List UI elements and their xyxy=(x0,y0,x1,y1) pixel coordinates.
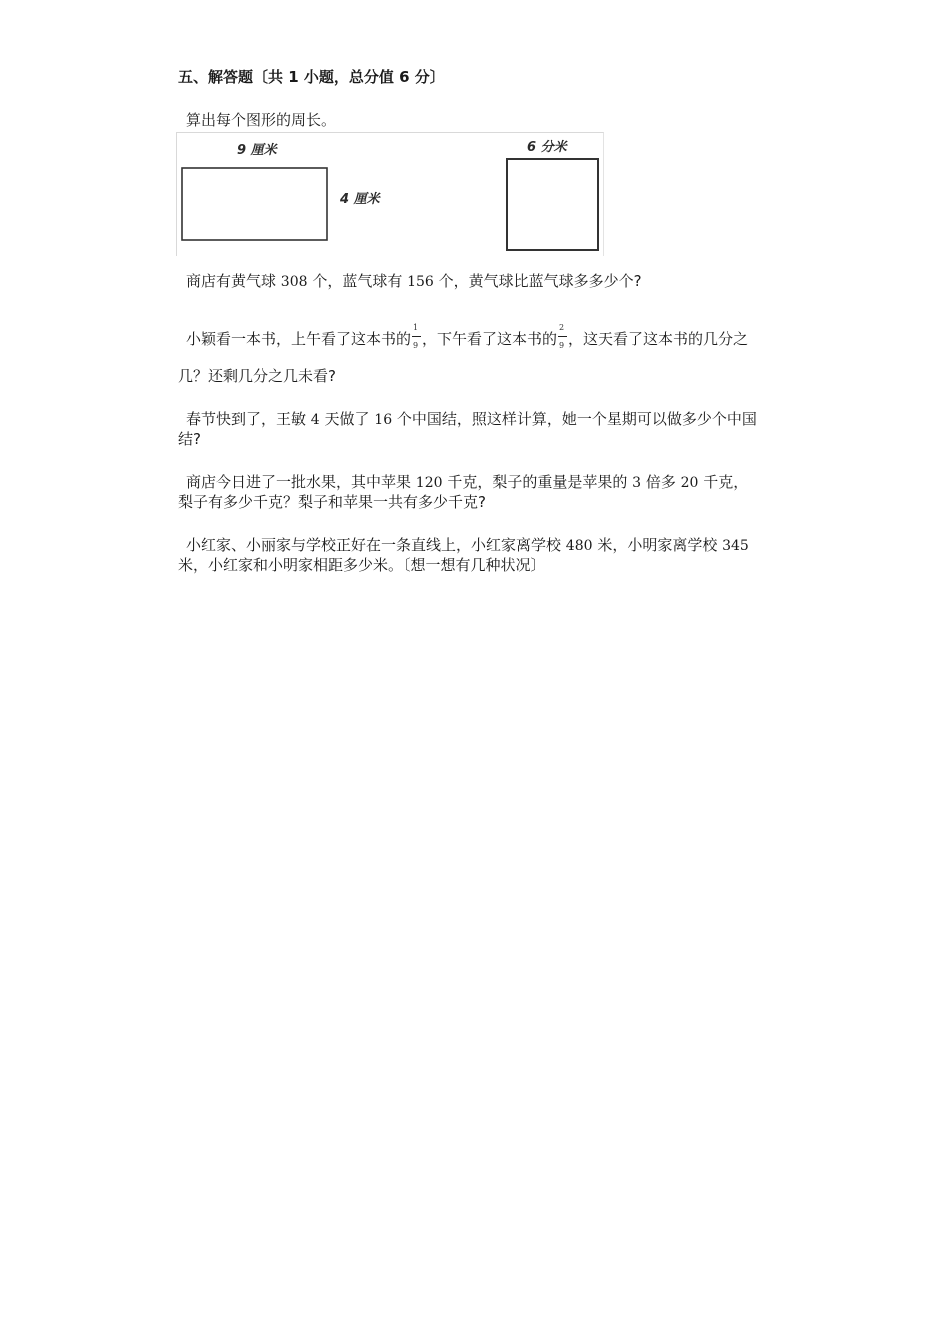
text-segment: 几？还剩几分之几未看? xyxy=(178,367,336,385)
fraction-denominator: 9 xyxy=(559,341,565,350)
number-days: 4 xyxy=(310,412,320,428)
number-yellow-balloons: 308 xyxy=(280,274,308,290)
question-chinese-knots xyxy=(178,409,816,430)
question-chinese-knots-line2 xyxy=(178,429,808,449)
number-extra-kg: 20 xyxy=(680,475,699,491)
text-segment: 米，小红家和小明家相距多少米。〔想一想有几种状况〕 xyxy=(178,556,546,574)
number-knots: 16 xyxy=(374,412,393,428)
text-segment: 个中国结，照这样计算，她一个星期可以做多少个中国 xyxy=(396,410,757,428)
question-fruit-weight-line2 xyxy=(178,492,808,512)
text-segment: 结? xyxy=(178,430,201,448)
shapes-figure xyxy=(176,132,604,256)
number-multiplier: 3 xyxy=(632,475,642,491)
question-book-reading xyxy=(178,323,816,350)
text-segment: ，下午看了这本书的 xyxy=(422,330,558,348)
question-balloons xyxy=(178,271,816,292)
fraction-two-ninths xyxy=(558,323,567,350)
text-segment: ，这天看了这本书的几分之 xyxy=(568,330,749,348)
text-segment: 天做了 xyxy=(324,410,370,428)
text-segment: 千克，梨子的重量是苹果的 xyxy=(447,473,628,491)
fraction-numerator: 2 xyxy=(559,323,565,332)
fraction-one-ninth xyxy=(412,323,421,350)
question-distance-line2 xyxy=(178,555,808,575)
section-title: 五、解答题〔共 1 小题，总分值 6 分〕 xyxy=(178,68,445,86)
text-segment: 小红家、小丽家与学校正好在一条直线上，小红家离学校 xyxy=(186,536,562,554)
number-apples-kg: 120 xyxy=(415,475,443,491)
fraction-bar xyxy=(558,336,567,337)
rectangle-shape xyxy=(182,168,327,240)
square-shape xyxy=(507,159,598,250)
text-segment: 千克， xyxy=(703,473,749,491)
text-segment: 春节快到了，王敏 xyxy=(186,410,307,428)
text-segment: 小颖看一本书，上午看了这本书的 xyxy=(186,330,412,348)
text-segment: 个，蓝气球有 xyxy=(312,272,403,290)
fraction-bar xyxy=(412,336,421,337)
fraction-denominator: 9 xyxy=(413,341,419,350)
question-fruit-weight xyxy=(178,472,816,493)
question-perimeter xyxy=(178,110,816,130)
question-text: 算出每个图形的周长。 xyxy=(186,111,337,129)
rect-width-label: 9 厘米 xyxy=(237,143,277,158)
text-segment: 米，小明家离学校 xyxy=(597,536,718,554)
text-segment: 梨子有多少千克？梨子和苹果一共有多少千克? xyxy=(178,493,486,511)
question-book-reading-line2 xyxy=(178,366,808,386)
text-segment: 商店今日进了一批水果，其中苹果 xyxy=(186,473,412,491)
number-xiaoming-distance: 345 xyxy=(722,538,749,554)
number-xiaohong-distance: 480 xyxy=(565,538,593,554)
text-segment: 个，黄气球比蓝气球多多少个? xyxy=(438,272,642,290)
text-segment: 倍多 xyxy=(645,473,676,491)
rect-height-label: 4 厘米 xyxy=(340,192,380,207)
shapes-drawing xyxy=(177,133,605,257)
question-distance xyxy=(178,535,816,556)
square-side-label: 6 分米 xyxy=(527,140,567,155)
fraction-numerator: 1 xyxy=(413,323,419,332)
number-blue-balloons: 156 xyxy=(407,274,434,290)
text-segment: 商店有黄气球 xyxy=(186,272,277,290)
